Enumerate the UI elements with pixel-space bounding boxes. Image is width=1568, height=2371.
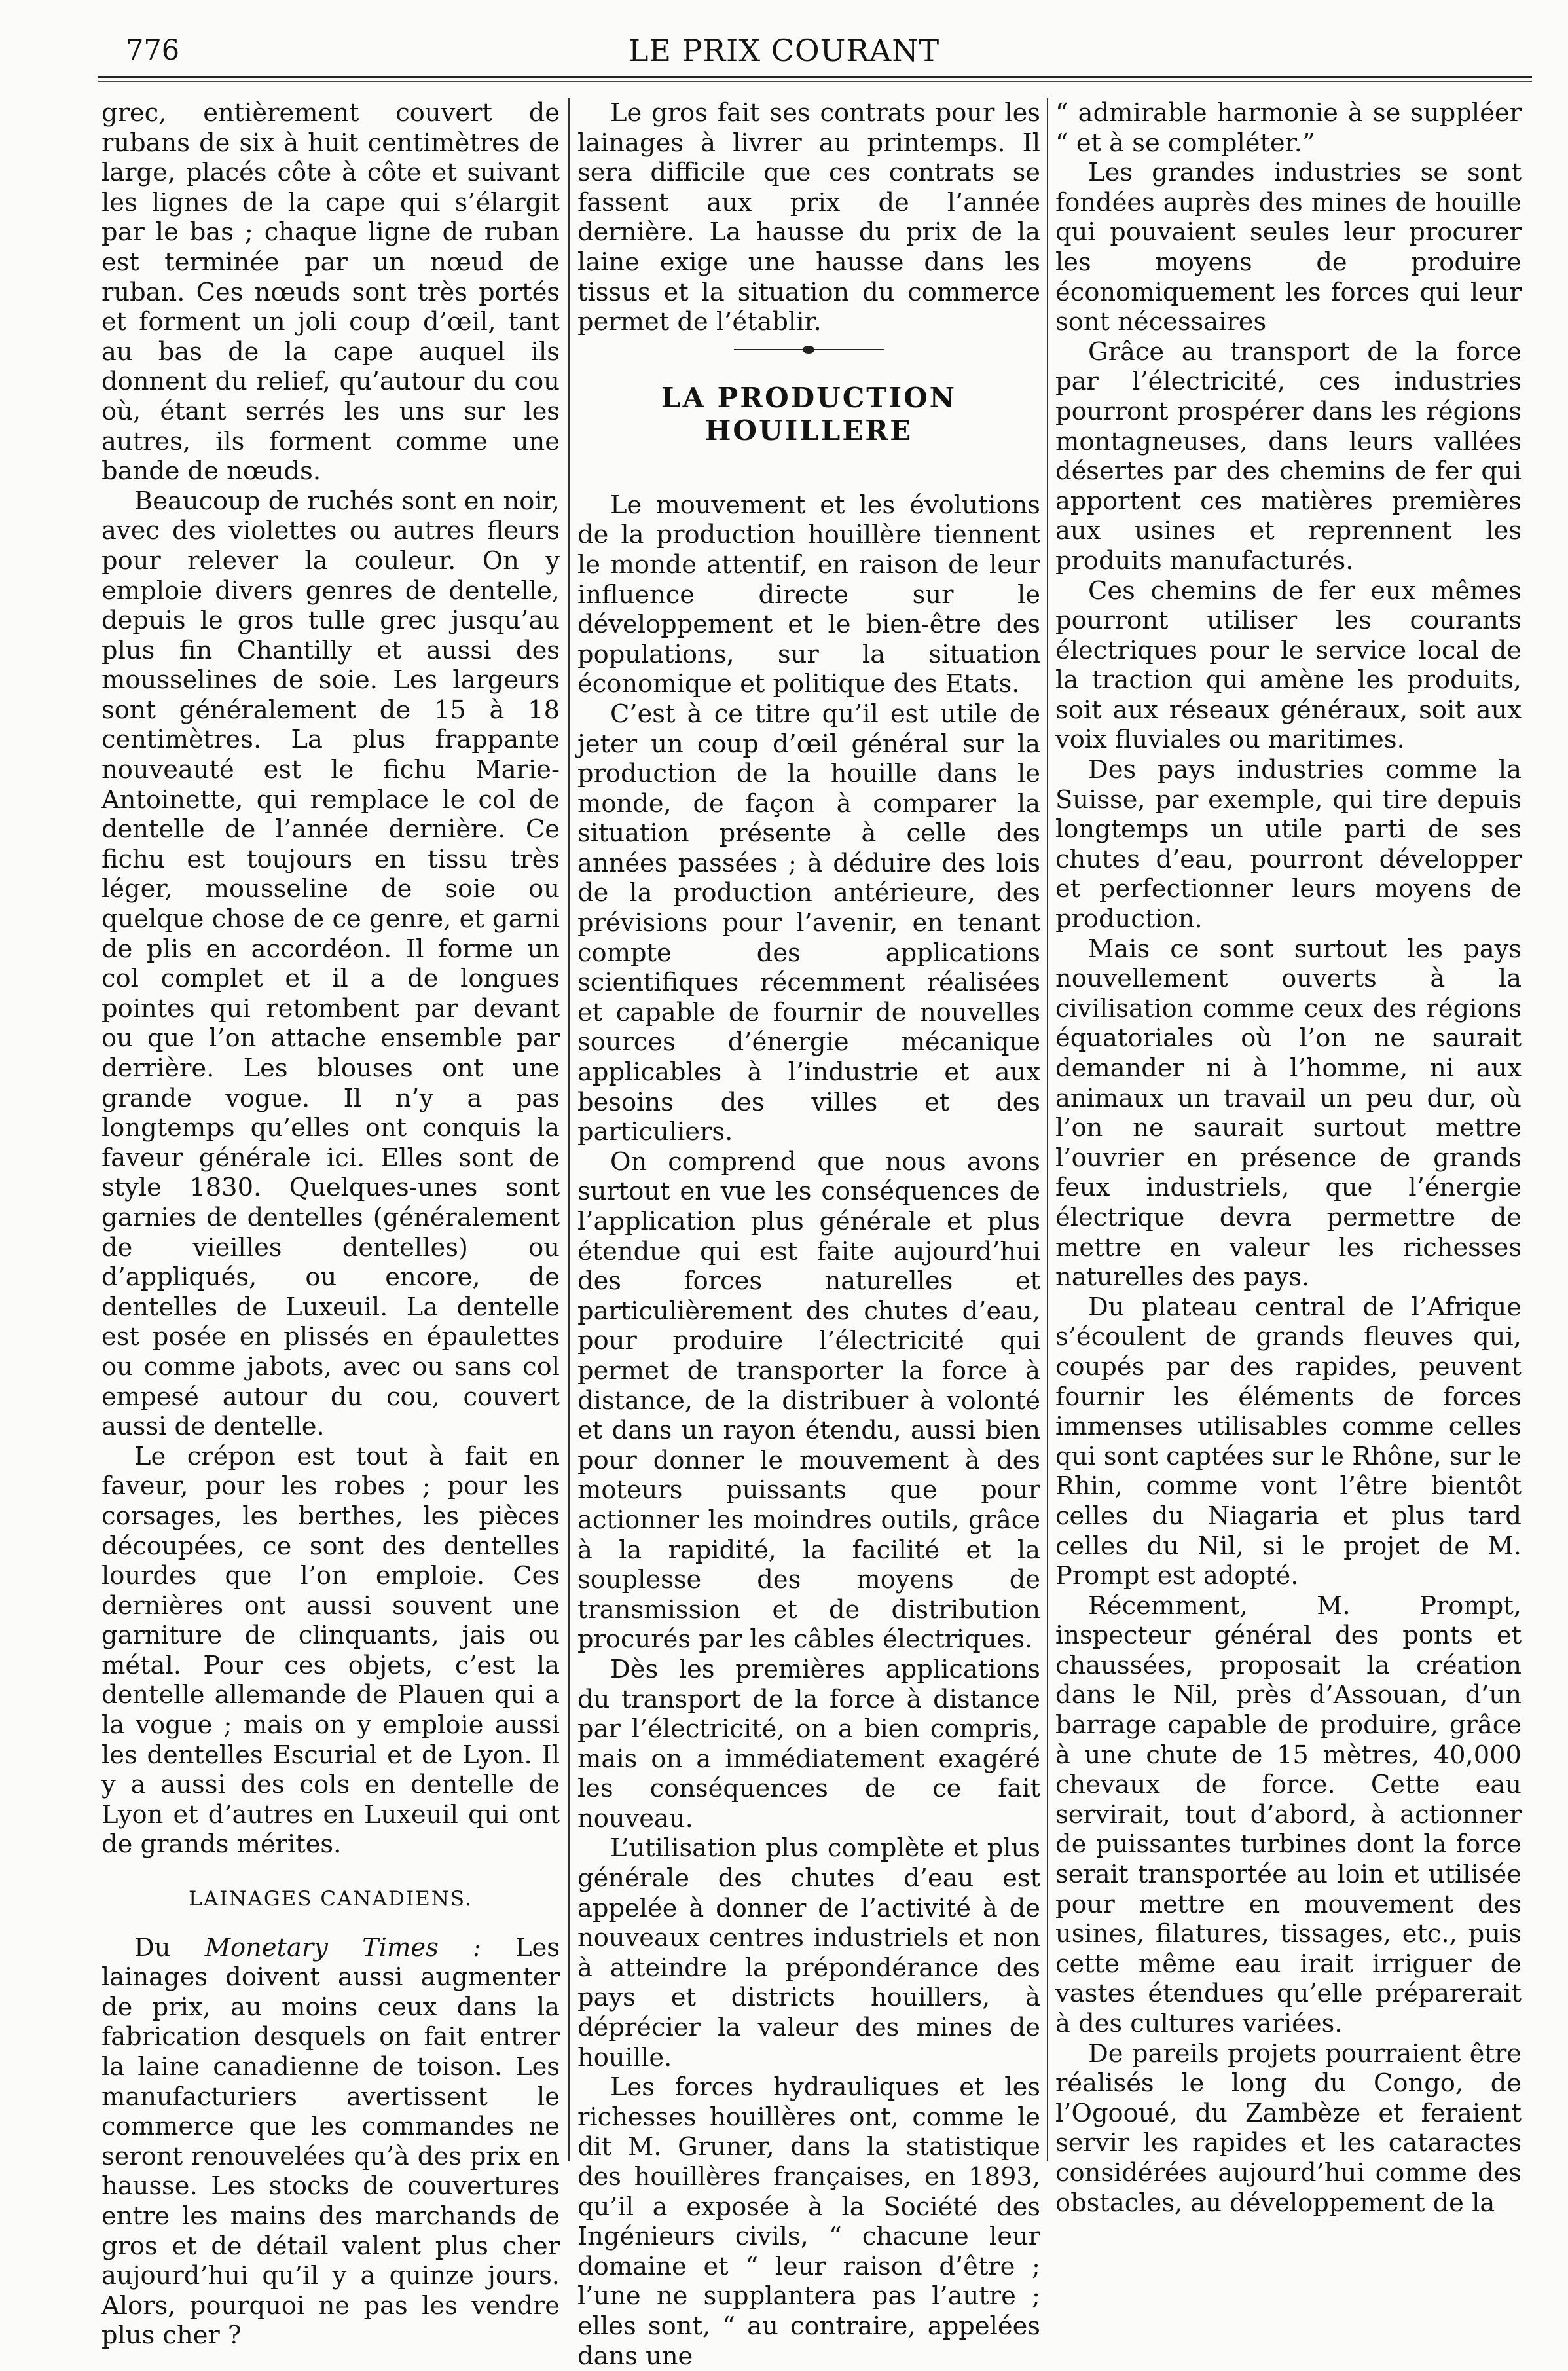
paragraph: Grâce au transport de la force par l’électricité, ces industries pourront prospérer dans les régions montagneuses, dans leurs vallées désertes par des chemins de fer qui apportent ces matières premières aux usines et reprennent les produits manufacturés. [1055, 337, 1522, 576]
paragraph: Du Monetary Times : Les lainages doivent aussi augmenter de prix, au moins ceux dans la fabrication desquels on fait entrer la laine canadienne de toison. Les manufacturiers avertissent le commerce que les commandes ne seront renouvelées qu’à des prix en hausse. Les stocks de couvertures entre les mains des marchands de gros et de détail valent plus cher aujourd’hui qu’il y a quinze jours. Alors, pourquoi ne pas les vendre plus cher ? [101, 1932, 560, 2351]
header-rule-thin [98, 81, 1532, 82]
paragraph: “ admirable harmonie à se suppléer “ et à se compléter.” [1055, 98, 1522, 158]
paragraph: C’est à ce titre qu’il est utile de jeter un coup d’œil général sur la production de la houille dans le monde, de façon à comparer la situation présente à celle des années passées ; à déduire des lois de la production antérieure, des prévisions pour l’avenir, en tenant compte des applications scientifiques récemment réalisées et capable de fournir de nouvelles sources d’énergie mécanique applicables à l’industrie et aux besoins des villes et des particuliers. [577, 699, 1040, 1147]
paragraph-text: Les lainages doivent aussi augmenter de prix, au moins ceux dans la fabrication desquels on fait entrer la laine canadienne de toison. Les manufacturiers avertissent le commerce que les commandes ne seront renouvelées qu’à des prix en hausse. Les stocks de couvertures entre les mains des marchands de gros et de détail valent plus cher aujourd’hui qu’il y a quinze jours. Alors, pourquoi ne pas les vendre plus cher ? [101, 1932, 560, 2351]
paragraph: Le crépon est tout à fait en faveur, pour les robes ; pour les corsages, les berthes, les pièces découpées, ce sont des dentelles lourdes que l’on emploie. Ces dernières ont aussi souvent une garniture de clinquants, jais ou métal. Pour ces objets, c’est la dentelle allemande de Plauen qui a la vogue ; mais on y emploie aussi les dentelles Escurial et de Lyon. Il y a aussi des cols en dentelle de Lyon et d’autres en Luxeuil qui ont de grands mérites. [101, 1441, 560, 1860]
paragraph: Récemment, M. Prompt, inspecteur général des ponts et chaussées, proposait la création dans le Nil, près d’Assouan, d’un barrage capable de produire, grâce à une chute de 15 mètres, 40,000 chevaux de force. Cette eau servirait, tout d’abord, à actionner de puissantes turbines dont la force serait transportée au loin et utilisée pour mettre en mouvement des usines, filatures, tissages, etc., puis cette même eau irait irriguer de vastes étendues qu’elle préparerait à des cultures variées. [1055, 1590, 1522, 2038]
running-title: LE PRIX COURANT [628, 33, 940, 68]
column-1 [101, 98, 560, 2351]
paragraph: Mais ce sont surtout les pays nouvellement ouverts à la civilisation comme ceux des régions équatoriales où l’on ne saurait demander ni à l’homme, ni aux animaux un travail un peu dur, où l’on ne saurait surtout mettre l’ouvrier en présence de grands feux industriels, que l’énergie électrique devra permettre de mettre en valeur les richesses naturelles des pays. [1055, 934, 1522, 1293]
page-number: 776 [126, 34, 180, 67]
header-rule [98, 76, 1532, 78]
column-2 [577, 98, 1040, 2371]
paragraph: Le gros fait ses contrats pour les lainages à livrer au printemps. Il sera difficile que ces contrats se fassent aux prix de l’année dernière. La hausse du prix de la laine exige une hausse dans les tissus et la situation du commerce permet de l’établir. [577, 98, 1040, 337]
column-3 [1055, 98, 1522, 2218]
section-divider-ornament [734, 345, 884, 354]
paragraph: De pareils projets pourraient être réalisés le long du Congo, de l’Ogooué, du Zambèze et feraient servir les rapides et les cataractes considérées aujourd’hui comme des obstacles, au développement de la [1055, 2038, 1522, 2218]
page-header [0, 0, 1568, 85]
source-name: Monetary Times : [204, 1932, 481, 1962]
paragraph: L’utilisation plus complète et plus générale des chutes d’eau est appelée à donner de l’activité à de nouveaux centres industriels et non à atteindre la prépondérance des pays et districts houillers, à déprécier la valeur des mines de houille. [577, 1833, 1040, 2072]
paragraph: Du plateau central de l’Afrique s’écoulent de grands fleuves qui, coupés par des rapides, peuvent fournir les éléments de forces immenses utilisables comme celles qui sont captées sur le Rhône, sur le Rhin, comme vont l’être bientôt celles du Niagaria et plus tard celles du Nil, si le projet de M. Prompt est adopté. [1055, 1292, 1522, 1591]
subheading: LAINAGES CANADIENS. [189, 1887, 473, 1911]
paragraph: Des pays industries comme la Suisse, par exemple, qui tire depuis longtemps un utile parti de ses chutes d’eau, pourront développer et perfectionner leurs moyens de production. [1055, 755, 1522, 934]
paragraph: Les grandes industries se sont fondées auprès des mines de houille qui pouvaient seules leur procurer les moyens de produire économiquement les forces qui leur sont nécessaires [1055, 158, 1522, 337]
paragraph: Ces chemins de fer eux mêmes pourront utiliser les courants électriques pour le service local de la traction qui amène les produits, soit aux réseaux généraux, soit aux voix fluviales ou maritimes. [1055, 576, 1522, 755]
paragraph: Les forces hydrauliques et les richesses houillères ont, comme le dit M. Gruner, dans la statistique des houillères françaises, en 1893, qu’il a exposée à la Société des Ingénieurs civils, “ chacune leur domaine et “ leur raison d’être ; l’une ne supplantera pas l’autre ; elles sont, “ au contraire, appelées dans une [577, 2072, 1040, 2371]
paragraph: grec, entièrement couvert de rubans de six à huit centimètres de large, placés côte à côte et suivant les lignes de la cape qui s’élargit par le bas ; chaque ligne de ruban est terminée par un nœud de ruban. Ces nœuds sont très portés et forment un joli coup d’œil, tant au bas de la cape auquel ils donnent du relief, qu’autour du cou où, étant serrés les uns sur les autres, ils forment comme une bande de nœuds. [101, 98, 560, 487]
column-divider [568, 98, 570, 2161]
paragraph: On comprend que nous avons surtout en vue les conséquences de l’application plus générale et plus étendue qui est faite aujourd’hui des forces naturelles et particulièrement des chutes d’eau, pour produire l’électricité qui permet de transporter la force à distance, de la distribuer à volonté et dans un rayon étendu, aussi bien pour donner le mouvement à des moteurs puissants que pour actionner les moindres outils, grâce à la rapidité, la facilité et la souplesse des moyens de transmission et de distribution procurés par les câbles électriques. [577, 1147, 1040, 1655]
paragraph: Beaucoup de ruchés sont en noir, avec des violettes ou autres fleurs pour relever la couleur. On y emploie divers genres de dentelle, depuis le gros tulle grec jusqu’au plus fin Chantilly et aussi des mousselines de soie. Les largeurs sont généralement de 15 à 18 centimètres. La plus frappante nouveauté est le fichu Marie-Antoinette, qui remplace le col de dentelle de l’année dernière. Ce fichu est toujours en tissu très léger, mousseline de soie ou quelque chose de ce genre, et garni de plis en accordéon. Il forme un col complet et il a de longues pointes qui retombent par devant ou que l’on attache ensemble par derrière. Les blouses ont une grande vogue. Il n’y a pas longtemps qu’elles ont conquis la faveur générale ici. Elles sont de style 1830. Quelques-unes sont garnies de dentelles (généralement de vieilles dentelles) ou d’appliqués, ou encore, de dentelles de Luxeuil. La dentelle est posée en plissés en épaulettes ou comme jabots, avec ou sans col empesé autour du cou, couvert aussi de dentelle. [101, 486, 560, 1442]
paragraph: Le mouvement et les évolutions de la production houillère tiennent le monde attentif, en raison de leur influence directe sur le développement et le bien-être des populations, sur la situation économique et politique des Etats. [577, 490, 1040, 699]
paragraph: Dès les premières applications du transport de la force à distance par l’électricité, on a bien compris, mais on a immédiatement exagéré les conséquences de ce fait nouveau. [577, 1654, 1040, 1833]
column-divider [1047, 98, 1048, 2161]
section-title: LA PRODUCTION HOUILLERE [661, 381, 957, 447]
